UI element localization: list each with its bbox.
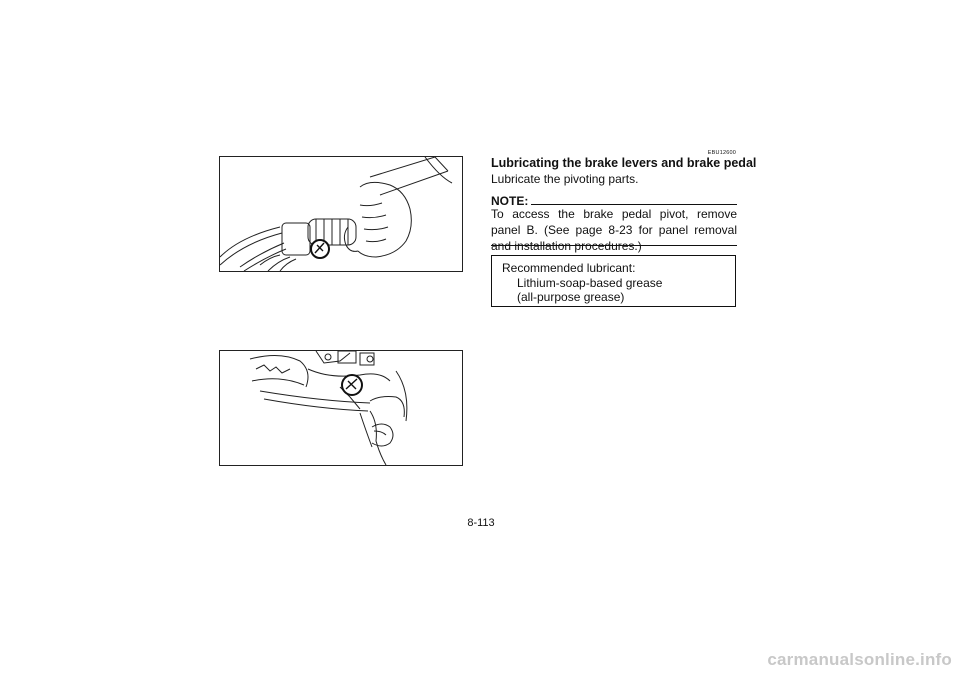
lubricant-title: Recommended lubricant: (502, 261, 636, 275)
note-text: To access the brake pedal pivot, remove panel B. (See page 8-23 for panel removal and installation procedures.) (491, 207, 737, 253)
grease-gun-icon (311, 240, 329, 258)
page-number: 8-113 (467, 517, 495, 529)
note-end-rule (491, 245, 737, 246)
note-label: NOTE: (491, 194, 529, 208)
lead-text: Lubricate the pivoting parts. (491, 172, 639, 186)
note-header (491, 192, 737, 206)
section-code: EBU12600 (707, 150, 736, 156)
brake-lever-drawing (220, 157, 462, 271)
brake-lever-illustration (219, 156, 463, 272)
note-rule (531, 204, 737, 205)
lubricant-line-1: Lithium-soap-based grease (517, 276, 663, 290)
watermark: carmanualsonline.info (767, 650, 952, 669)
recommended-lubricant-box (491, 255, 736, 307)
lubricant-line-2: (all-purpose grease) (517, 290, 625, 304)
grease-gun-icon (342, 375, 362, 395)
section-heading: Lubricating the brake levers and brake pedal (491, 156, 757, 170)
brake-pedal-illustration (219, 350, 463, 466)
brake-pedal-drawing (220, 351, 462, 465)
